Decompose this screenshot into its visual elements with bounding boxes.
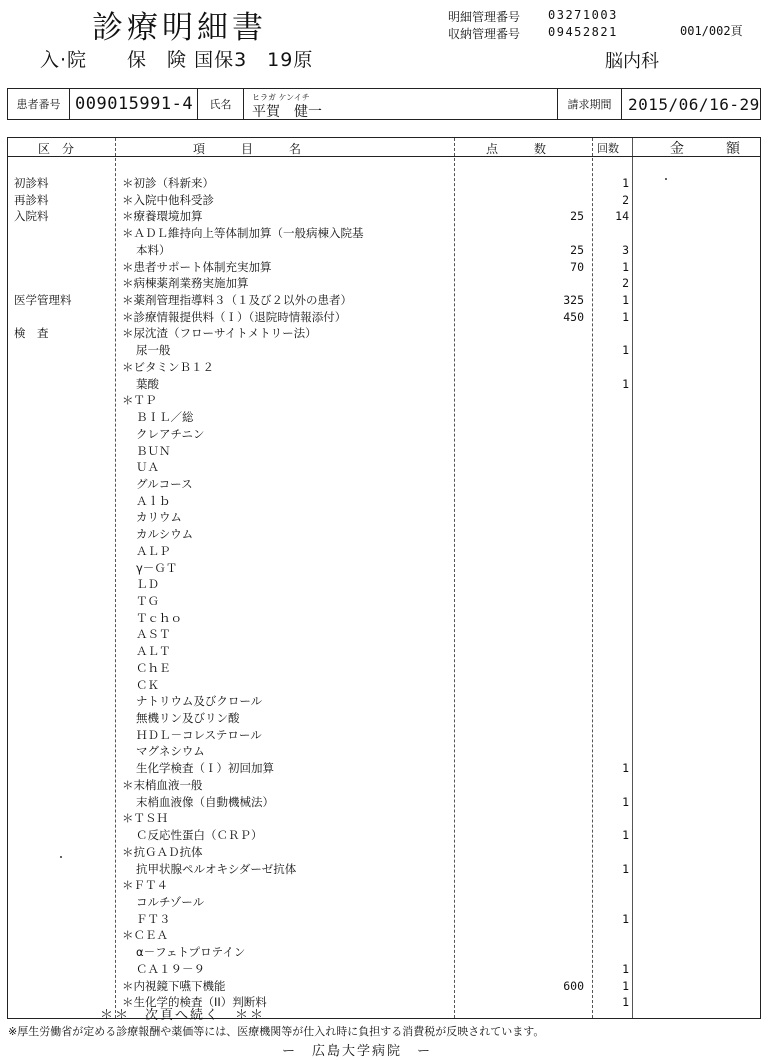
table-row <box>8 409 760 426</box>
table-row <box>8 309 760 326</box>
row-item: ＊病棟薬剤業務実施加算 <box>122 276 249 291</box>
row-item: ＬＤ <box>136 577 159 592</box>
table-row <box>8 342 760 359</box>
row-item: ＊ＣＥＡ <box>122 928 168 943</box>
row-points: 600 <box>563 978 584 993</box>
patient-id-cell <box>70 89 198 119</box>
table-row <box>8 727 760 744</box>
row-item: ＊ＴＳＨ <box>122 811 168 826</box>
row-count: 1 <box>622 176 629 190</box>
row-item: ＡＬＴ <box>136 644 171 659</box>
row-item: ＊患者サポート体制充実加算 <box>122 259 272 274</box>
table-row <box>8 610 760 627</box>
row-item: Ｔｃｈｏ <box>136 610 182 625</box>
row-count: 1 <box>622 911 629 926</box>
header-points: 点 数 <box>486 142 547 156</box>
row-item: ＊診療情報提供料（Ｉ）（退院時情報添付） <box>122 309 347 324</box>
row-item: ＊末梢血液一般 <box>122 777 203 792</box>
row-count: 1 <box>622 309 629 324</box>
row-count: 1 <box>622 761 629 776</box>
name-cell <box>244 89 558 119</box>
header-count: 回数 <box>597 142 619 155</box>
table-row <box>8 459 760 476</box>
billing-period: 2015/06/16-29 <box>628 94 760 114</box>
table-row <box>8 208 760 225</box>
patient-id-label-cell <box>8 89 70 119</box>
row-item: ＊入院中他科受診 <box>122 192 214 207</box>
row-item: ＣＡ１９－９ <box>136 961 205 976</box>
table-row <box>8 861 760 878</box>
table-row <box>8 225 760 242</box>
table-row <box>8 392 760 409</box>
row-count: 1 <box>622 961 629 976</box>
row-points: 25 <box>570 209 584 224</box>
stray-mark <box>665 178 667 180</box>
table-row <box>8 894 760 911</box>
row-item: ＊ＡＤＬ維持向上等体制加算（一般病棟入院基 <box>122 226 364 241</box>
row-item: ＊薬剤管理指導料３（１及び２以外の患者） <box>122 293 352 308</box>
row-count: 1 <box>622 376 629 391</box>
insurance-info: 入·院 保 険 国保3 19原 <box>40 49 314 71</box>
row-item: γ－ＧＴ <box>136 560 178 575</box>
row-item: カリウム <box>136 510 182 525</box>
header-item: 項 目 名 <box>193 142 302 156</box>
patient-info-bar <box>7 88 761 120</box>
table-row <box>8 509 760 526</box>
table-row <box>8 476 760 493</box>
row-item: ＨＤＬ－コレステロール <box>136 727 262 742</box>
table-row <box>8 593 760 610</box>
row-item: ＦＴ３ <box>136 911 171 926</box>
row-item: グルコース <box>136 476 193 491</box>
row-item: ＴＧ <box>136 594 159 608</box>
table-row <box>8 827 760 844</box>
table-row <box>8 275 760 292</box>
row-count: 1 <box>622 995 629 1010</box>
row-item: ＊初診（科新来） <box>122 176 214 190</box>
row-count: 1 <box>622 259 629 274</box>
row-item: ＡＳＴ <box>136 627 171 642</box>
header-category: 区 分 <box>38 142 75 156</box>
table-row <box>8 794 760 811</box>
row-item: ＊ＴＰ <box>122 393 157 408</box>
table-row <box>8 927 760 944</box>
table-row <box>8 426 760 443</box>
row-item: ＊ＦＴ４ <box>122 878 168 893</box>
table-row <box>8 526 760 543</box>
row-category: 医学管理料 <box>14 293 72 308</box>
row-item: ＣＫ <box>136 677 159 692</box>
table-row <box>8 292 760 309</box>
table-row <box>8 543 760 560</box>
row-item: ＊抗ＧＡＤ抗体 <box>122 844 203 859</box>
detail-number: 03271003 <box>548 8 618 22</box>
detail-number-label: 明細管理番号 <box>448 10 521 24</box>
patient-id: 009015991-4 <box>75 94 194 114</box>
row-category: 初診料 <box>14 176 49 190</box>
row-item: 生化学検査（Ｉ）初回加算 <box>136 761 274 776</box>
row-item: 抗甲状腺ペルオキシダーゼ抗体 <box>136 861 297 876</box>
row-count: 1 <box>622 978 629 993</box>
row-item: Ａｌｂ <box>136 493 171 508</box>
row-category: 再診料 <box>14 192 49 207</box>
table-row <box>8 677 760 694</box>
row-item: クレアチニン <box>136 426 205 441</box>
receipt-number: 09452821 <box>548 25 618 39</box>
table-row <box>8 359 760 376</box>
receipt-number-label: 収納管理番号 <box>448 27 521 41</box>
row-item: α－フェトプロテイン <box>136 945 246 960</box>
table-row <box>8 978 760 995</box>
table-row <box>8 192 760 209</box>
department: 脳内科 <box>605 51 659 72</box>
table-row <box>8 259 760 276</box>
row-item: 末梢血液像（自動機械法） <box>136 794 274 809</box>
row-count: 2 <box>622 276 629 291</box>
row-count: 1 <box>622 861 629 876</box>
table-row <box>8 760 760 777</box>
table-row <box>8 810 760 827</box>
row-item: 無機リン及びリン酸 <box>136 711 240 726</box>
tax-footnote: ※厚生労働省が定める診療報酬や薬価等には、医療機関等が仕入れ時に負担する消費税が反映されています。 <box>8 1025 545 1038</box>
row-count: 1 <box>622 828 629 843</box>
table-row <box>8 777 760 794</box>
table-row <box>8 560 760 577</box>
document-title: 診療明細書 <box>92 10 267 46</box>
patient-id-label: 患者番号 <box>16 98 61 111</box>
table-row <box>8 376 760 393</box>
row-item: ＵＡ <box>136 460 159 475</box>
table-row <box>8 626 760 643</box>
details-table <box>7 137 761 1019</box>
receipt-number-row <box>448 25 668 39</box>
row-item: ＊生化学的検査（II）判断料 <box>122 995 267 1010</box>
row-item: マグネシウム <box>136 744 205 759</box>
table-row <box>8 242 760 259</box>
header-amount: 金 額 <box>670 141 740 157</box>
table-row <box>8 325 760 342</box>
period-label: 請求期間 <box>567 98 612 111</box>
table-row <box>8 493 760 510</box>
table-row <box>8 844 760 861</box>
row-item: ＊ビタミンＢ１２ <box>122 359 214 374</box>
row-item: Ｃ反応性蛋白（ＣＲＰ） <box>136 828 263 843</box>
row-count: 1 <box>622 794 629 809</box>
page-number: 001/002頁 <box>680 24 743 38</box>
row-item: ＢＩＬ／総 <box>136 410 194 425</box>
table-row <box>8 710 760 727</box>
detail-number-row <box>448 8 668 22</box>
row-count: 2 <box>622 192 629 207</box>
row-points: 25 <box>570 242 584 257</box>
table-row <box>8 911 760 928</box>
table-row <box>8 961 760 978</box>
row-item: カルシウム <box>136 527 194 542</box>
header-divider <box>8 156 760 157</box>
row-count: 3 <box>622 242 629 257</box>
row-category: 入院料 <box>14 209 49 224</box>
row-item: ＊内視鏡下嚥下機能 <box>122 978 226 993</box>
table-row <box>8 693 760 710</box>
table-row <box>8 944 760 961</box>
row-points: 450 <box>563 309 584 324</box>
stray-mark <box>60 856 62 858</box>
period-cell <box>622 89 760 119</box>
table-row <box>8 443 760 460</box>
table-row <box>8 643 760 660</box>
table-row <box>8 175 760 192</box>
table-row <box>8 576 760 593</box>
period-label-cell <box>558 89 622 119</box>
row-category: 検 査 <box>14 326 49 341</box>
table-row <box>8 877 760 894</box>
row-points: 325 <box>563 293 584 308</box>
table-row <box>8 660 760 677</box>
row-item: 尿一般 <box>136 343 171 358</box>
row-item: コルチゾール <box>136 894 205 909</box>
name-label: 氏名 <box>209 98 232 111</box>
row-item: ＣｈＥ <box>136 660 171 675</box>
continued-note: ＊＊ 次頁へ続く ＊＊ <box>100 1008 266 1023</box>
name-label-cell <box>198 89 244 119</box>
hospital-name: ー 広島大学病院 ー <box>282 1044 433 1059</box>
row-points: 70 <box>570 259 584 274</box>
name-kana: ヒラガ ケンイチ <box>252 93 310 102</box>
row-count: 1 <box>622 343 629 358</box>
row-item: ＊療養環境加算 <box>122 209 203 224</box>
row-item: 本料） <box>136 242 171 257</box>
row-item: 葉酸 <box>136 376 159 391</box>
row-count: 1 <box>622 293 629 308</box>
patient-name: 平賀 健一 <box>252 104 322 120</box>
row-count: 14 <box>615 209 629 224</box>
table-row <box>8 743 760 760</box>
row-item: ＡＬＰ <box>136 543 171 558</box>
row-item: ナトリウム及びクロール <box>136 694 263 709</box>
row-item: ＊尿沈渣（フローサイトメトリー法） <box>122 326 317 341</box>
row-item: ＢＵＮ <box>136 443 171 458</box>
